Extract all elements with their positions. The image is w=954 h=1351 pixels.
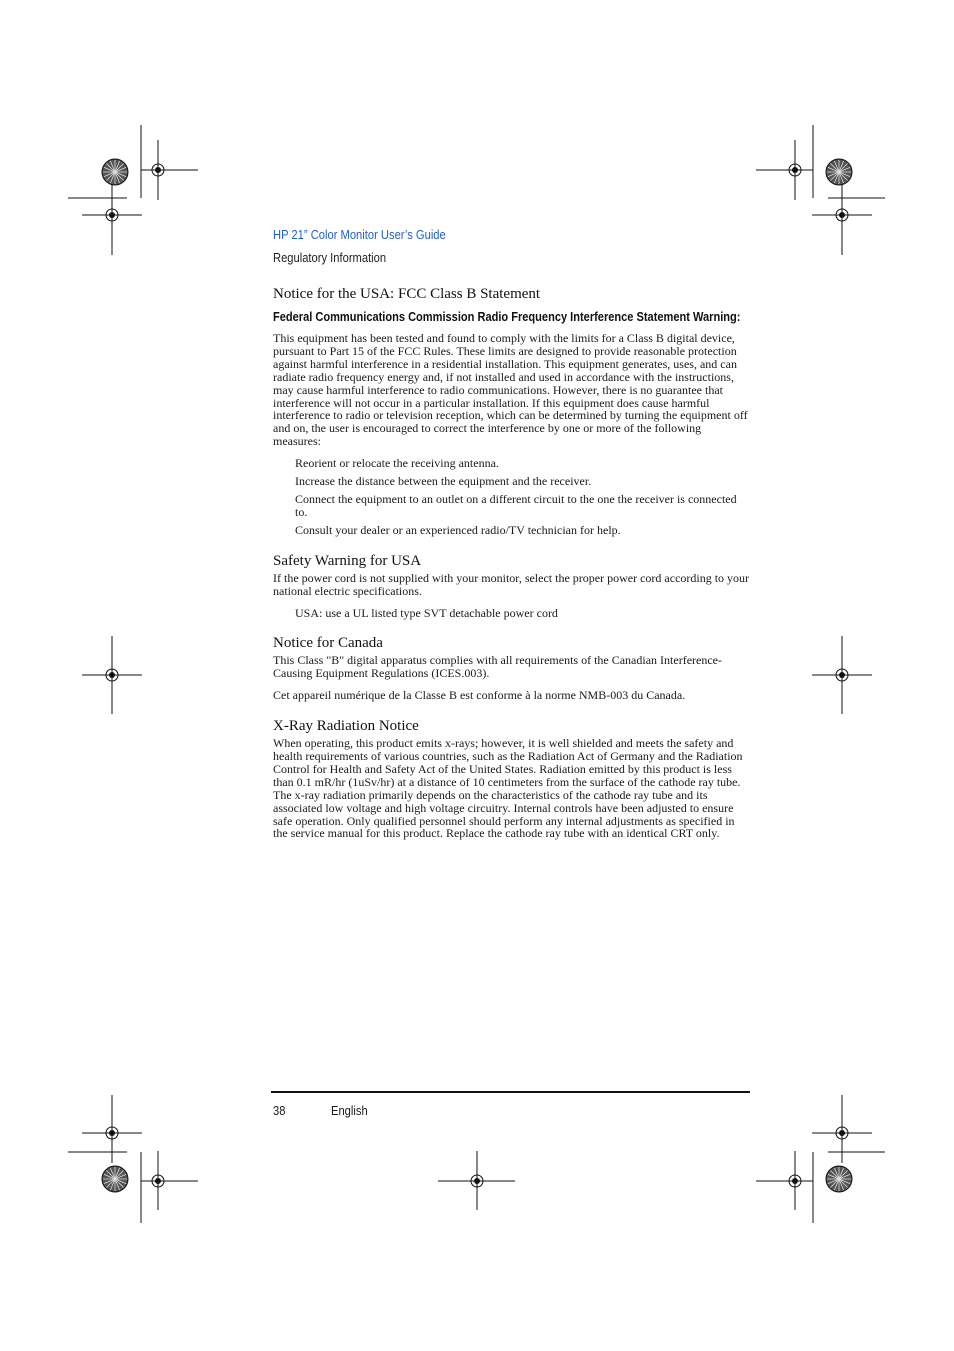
footer-rule [271, 1091, 750, 1093]
list-item: Reorient or relocate the receiving antenna. [295, 456, 499, 471]
fcc-subheading: Federal Communications Commission Radio Frequency Interference Statement Warning: [273, 309, 741, 324]
fcc-heading: Notice for the USA: FCC Class B Statement [273, 286, 541, 302]
document-title: HP 21” Color Monitor User’s Guide [273, 227, 446, 242]
canada-body-english: This Class "B" digital apparatus complies with all requirements of the Canadian Interference-Causing Equipment Regulations (ICES.003). [273, 653, 722, 681]
xray-section [273, 717, 751, 840]
list-item: Connect the equipment to an outlet on a different circuit to the one the receiver is connected to. [295, 491, 737, 519]
safety-body: If the power cord is not supplied with your monitor, select the proper power cord according to your national electric specifications. [273, 570, 750, 598]
footer-language: English [331, 1103, 368, 1118]
safety-list [273, 607, 751, 620]
list-item: Consult your dealer or an experienced radio/TV technician for help. [295, 522, 621, 537]
fcc-measures-list [273, 457, 751, 537]
safety-heading: Safety Warning for USA [273, 552, 422, 569]
safety-section [273, 552, 751, 620]
fcc-body: This equipment has been tested and found to comply with the limits for a Class B digital device, pursuant to Part 15 of the FCC Rules. These limits are designed to provide reasonable protection against harmful interference in a residential installation. This equipment generates, uses, and can radiate radio frequency energy and, if not installed and used in accordance with the instructions, may cause harmful interference to radio communications. However, there is no guarantee that interference will not occur in a particular installation. If this equipment does cause harmful interference to radio or television reception, which can be determined by turning the equipment off and on, the user is encouraged to correct the interference by one or more of the following measures: [273, 331, 748, 449]
xray-body: When operating, this product emits x-rays; however, it is well shielded and meets the safety and health requirements of various countries, such as the Radiation Act of Germany and the Radiation Control for Health and Safety Act of the United States. Radiation emitted by this product is less than 0.1 mR/hr (1uSv/hr) at a distance of 10 centimeters from the surface of the cathode ray tube. The x-ray radiation primarily depends on the characteristics of the cathode ray tube and its associated low voltage and high voltage circuitry. Internal controls have been adjusted to ensure safe operation. Only qualified personnel should perform any internal adjustments as specified in the service manual for this product. Replace the cathode ray tube with an identical CRT only. [273, 736, 743, 841]
running-section-title: Regulatory Information [273, 250, 387, 265]
fcc-section [273, 285, 751, 537]
list-item: Increase the distance between the equipment and the receiver. [295, 474, 592, 489]
page-content [273, 285, 751, 849]
canada-body-french: Cet appareil numérique de la Classe B est conforme à la norme NMB-003 du Canada. [273, 688, 686, 703]
list-item: USA: use a UL listed type SVT detachable power cord [295, 605, 558, 620]
canada-section [273, 634, 751, 702]
page-number: 38 [273, 1103, 286, 1118]
canada-heading: Notice for Canada [273, 635, 383, 652]
xray-heading: X-Ray Radiation Notice [273, 718, 419, 735]
